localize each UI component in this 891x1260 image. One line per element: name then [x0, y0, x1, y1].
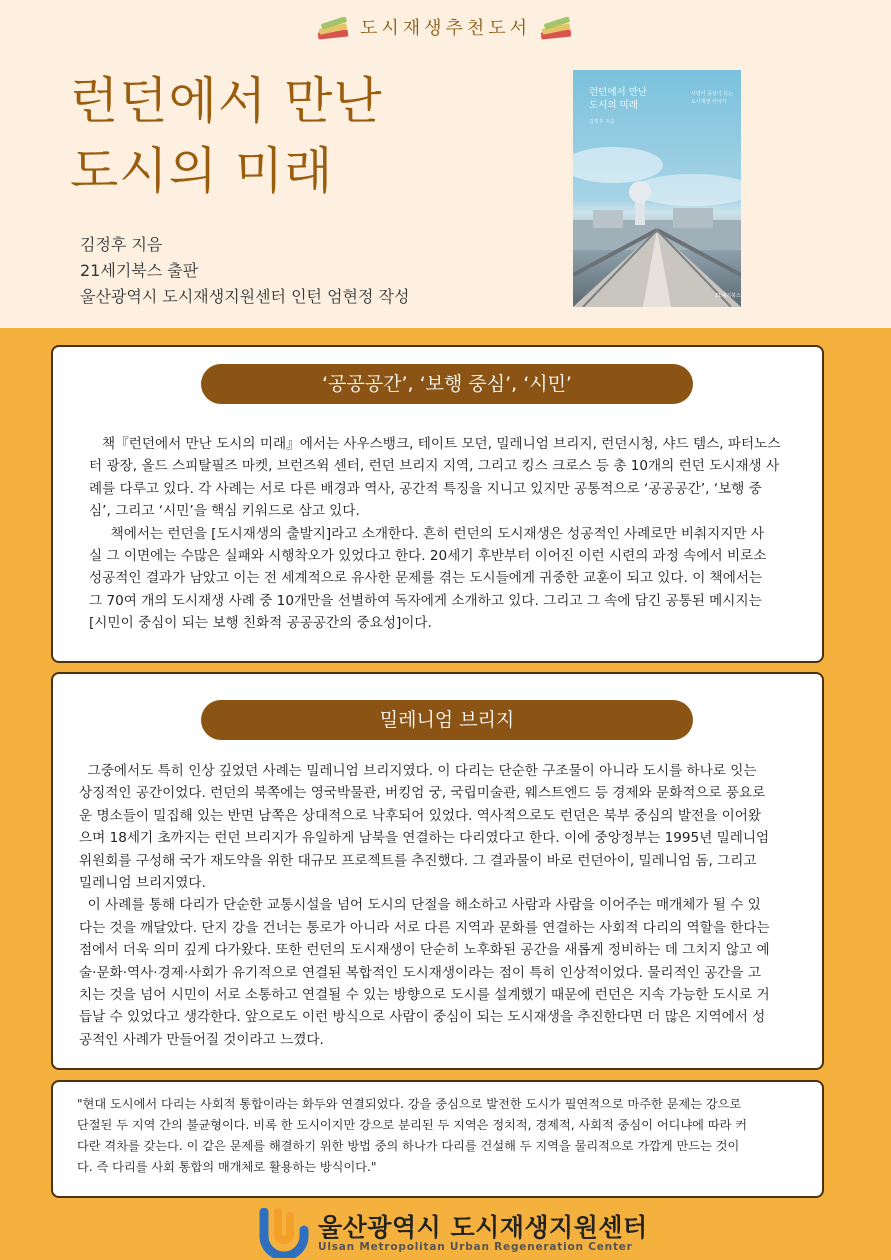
books-icon	[539, 17, 575, 41]
section-heading: ‘공공공간’, ‘보행 중심’, ‘시민’	[201, 364, 693, 404]
cover-subtitle: 사람이 중심이 되는 도시재생 이야기	[691, 91, 733, 105]
quote-text: "현대 도시에서 다리는 사회적 통합이라는 화두와 연결되었다. 강을 중심으로 발전한 도시가 필연적으로 마주한 문제는 강으로 단절된 두 지역 간의 불균형이다. 비록 한 도시이지만 강으로 분리된 두 지역은 정치적, 경제적, 사회적 중심이 어디냐에 따라 커 다란 격차를 갖는다. 이 같은 문제를 해결하기 위한 방법 중의 하나가 다리를 건설해 두 지역을 물리적으로 가깝게 만드는 것이 다. 즉 다리를 사회 통합의 매개체로 활용하는 방식이다."	[77, 1097, 748, 1174]
card-keywords	[51, 345, 824, 663]
writer: 울산광역시 도시재생지원센터 인턴 엄현정 작성	[80, 287, 410, 306]
title-line-2: 도시의 미래	[70, 142, 334, 200]
org-name-en: Ulsan Metropolitan Urban Regeneration Center	[318, 1241, 633, 1253]
title-line-1: 런던에서 만난	[70, 72, 383, 130]
card-millennium-bridge	[51, 672, 824, 1070]
eyebrow-label: 도시재생추천도서	[359, 18, 532, 39]
header-section	[0, 0, 891, 328]
eyebrow	[0, 14, 891, 41]
cover-publisher: 21세기북스	[715, 293, 741, 299]
book-cover	[573, 70, 741, 307]
center-logo-icon	[258, 1208, 310, 1258]
book-meta	[80, 232, 409, 310]
publisher: 21세기북스 출판	[80, 261, 199, 280]
author: 김정후 지음	[80, 235, 163, 254]
footer	[0, 1200, 891, 1260]
card-quote	[51, 1080, 824, 1198]
section-body: 그중에서도 특히 인상 깊었던 사례는 밀레니엄 브리지였다. 이 다리는 단순한 구조물이 아니라 도시를 하나로 잇는 상징적인 공간이었다. 런던의 북쪽에는 영국박물관, 버킹엄 궁, 국립미술관, 웨스트엔드 등 경제와 문화적으로 풍요로 운 명소들이 밀집해 있는 반면 남쪽은 상대적으로 낙후되어 있었다. 역사적으로도 런던은 북부 중심의 발전을 이어왔 으며 18세기 초까지는 런던 브리지가 유일하게 남북을 연결하는 다리였다고 한다. 이에 중앙정부는 1995년 밀레니엄 위원회를 구성해 국가 재도약을 위한 대규모 프로젝트를 추진했다. 그 결과물이 바로 런던아이, 밀레니엄 돔, 그리고 밀레니엄 브리지였다. 이 사례를 통해 다리가 단순한 교통시설을 넘어 도시의 단절을 해소하고 사람과 사람을 이어주는 매개체가 될 수 있 다는 것을 깨달았다. 단지 강을 건너는 통로가 아니라 서로 다른 지역과 문화를 연결하는 사회적 다리의 역할을 한다는 점에서 더욱 의미 깊게 다가왔다. 또한 런던의 도시재생이 단순히 노후화된 공간을 새롭게 정비하는 데 그치지 않고 예 술·문화·역사·경제·사회가 유기적으로 연결된 복합적인 도시재생이라는 점이 특히 인상적이었다. 물리적인 공간을 고 치는 것을 넘어 시민이 서로 소통하고 연결될 수 있는 방향으로 도시를 설계했기 때문에 런던은 지속 가능한 도시로 거 듭날 수 있었다고 생각한다. 앞으로도 이런 방식으로 사람이 중심이 되는 도시재생을 추진한다면 더 많은 지역에서 성 공적인 사례가 만들어질 것이라고 느꼈다.	[79, 763, 770, 1048]
books-icon	[316, 17, 352, 41]
section-body: 책『런던에서 만난 도시의 미래』에서는 사우스뱅크, 테이트 모던, 밀레니엄 브리지, 런던시청, 샤드 템스, 파터노스 터 광장, 올드 스피탈필즈 마켓, 브런즈윅 센터, 런던 브리지 지역, 그리고 킹스 크로스 등 총 10개의 런던 도시재생 사 례를 다루고 있다. 각 사례는 서로 다른 배경과 역사, 공간적 특징을 지니고 있지만 공통적으로 ‘공공공간’, ‘보행 중 심’, 그리고 ‘시민’을 핵심 키워드로 삼고 있다. 책에서는 런던을 [도시재생의 출발지]라고 소개한다. 흔히 런던의 도시재생은 성공적인 사례로만 비춰지지만 사 실 그 이면에는 수많은 실패와 시행착오가 있었다고 한다. 20세기 후반부터 이어진 이런 시련의 과정 속에서 비로소 성공적인 결과가 남았고 이는 전 세계적으로 유사한 문제를 겪는 도시들에게 귀중한 교훈이 되고 있다. 이 책에서는 그 70여 개의 도시재생 사례 중 10개만을 선별하여 독자에게 소개하고 있다. 그리고 그 속에 담긴 공통된 메시지는 [시민이 중심이 되는 보행 친화적 공공공간의 중요성]이다.	[89, 436, 781, 632]
cover-title: 런던에서 만난 도시의 미래	[589, 87, 648, 111]
org-name-ko: 울산광역시 도시재생지원센터	[318, 1213, 648, 1242]
page-title	[70, 66, 383, 206]
cover-author: 김정후 지음	[589, 119, 615, 125]
section-heading: 밀레니엄 브리지	[201, 700, 693, 740]
